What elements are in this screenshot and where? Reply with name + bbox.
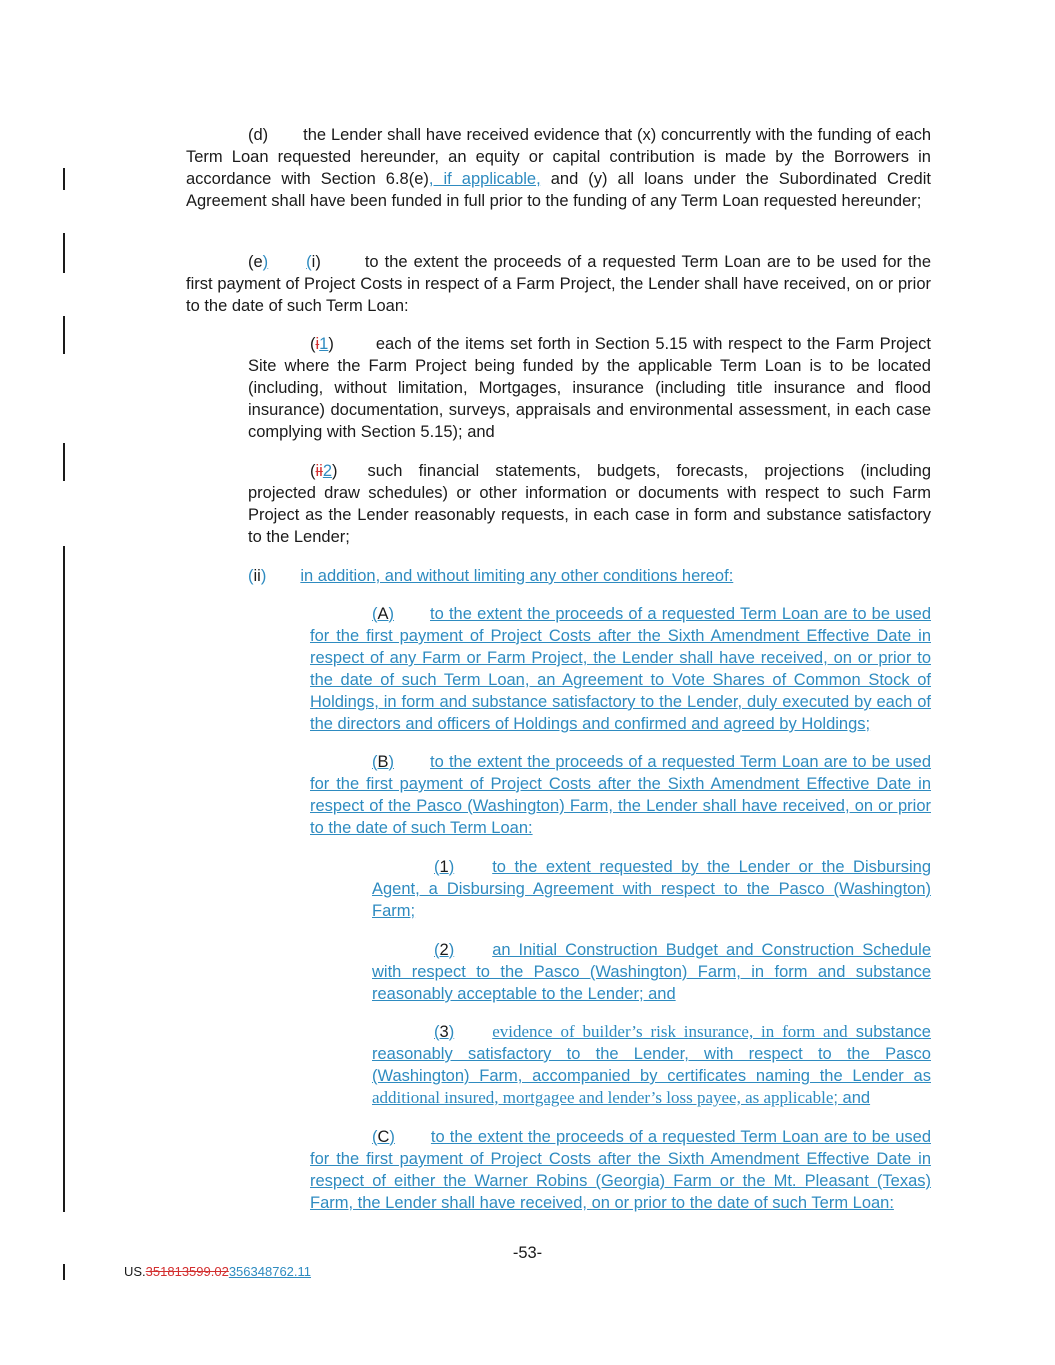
inserted-text: to the extent the proceeds of a requested Term Loan are to be used for the first payment of Project Costs after the Sixth Amendment Effective Date in respect of any Farm or Farm Project, the Lender shall have received, on or prior to the date of such Term Loan, an Agreement to Vote Shares of Common Stock of Holdings, in form and substance satisfactory to the Lender, duly executed by each of the directors and officers of Holdings and confirmed and agreed by Holdings; bbox=[310, 605, 931, 733]
inserted-text: to the extent requested by the Lender or the Disbursing Agent, a Disbursing Agreement with respect to the Pasco (Washington) Farm; bbox=[372, 858, 931, 920]
paragraph-label: i) bbox=[311, 253, 321, 271]
paragraph-label: 3 bbox=[439, 1023, 449, 1041]
inserted-text: ( bbox=[306, 253, 312, 271]
paragraph-A bbox=[310, 603, 931, 735]
paragraph-label: 1 bbox=[439, 858, 449, 876]
paragraph-B bbox=[310, 751, 931, 839]
paragraph-label: ( bbox=[434, 1023, 440, 1041]
paragraph-text: the Lender shall have received evidence that (x) concurrently with the funding of each Term Loan requested hereunder, an equity or capital contribution is made by the Borrowers in accordance with Section 6.8(e) bbox=[186, 126, 931, 188]
paragraph-B1 bbox=[372, 856, 931, 922]
inserted-text: 2 bbox=[322, 462, 333, 480]
inserted-text: substance reasonably satisfactory to the Lender, with respect to the Pasco (Washington) Farm, accompanied by certificates naming the Lender as bbox=[372, 1023, 931, 1085]
paragraph-label: 2 bbox=[439, 941, 449, 959]
change-bar bbox=[63, 1264, 65, 1280]
paragraph-label: ( bbox=[372, 753, 378, 771]
paragraph-text: to the extent the proceeds of a requested Term Loan are to be used for the first payment of Project Costs in respect of a Farm Project, the Lender shall have received, on or prior to the date of such Term Loan: bbox=[186, 253, 931, 315]
inserted-text: to the extent the proceeds of a requested Term Loan are to be used for the first payment of Project Costs after the Sixth Amendment Effective Date in respect of the Pasco (Washington) Farm, the Lender shall have received, on or prior to the date of such Term Loan: bbox=[310, 753, 931, 837]
inserted-text: 1 bbox=[319, 335, 329, 353]
change-bar bbox=[63, 443, 65, 481]
deleted-doc-id: 351813599.02 bbox=[145, 1264, 229, 1279]
paragraph-label: ) bbox=[388, 605, 395, 623]
paragraph-label: ii bbox=[253, 567, 261, 585]
paragraph-B2 bbox=[372, 939, 931, 1005]
inserted-text: additional insured, mortgagee and lender’s loss payee, as applicable bbox=[372, 1088, 834, 1107]
deleted-text: i bbox=[315, 335, 320, 353]
paragraph-label: ) bbox=[328, 335, 334, 353]
inserted-text: ) bbox=[262, 253, 269, 271]
inserted-text: ; and bbox=[833, 1089, 871, 1107]
paragraph-label: C bbox=[377, 1128, 390, 1146]
paragraph-label: A bbox=[377, 605, 389, 623]
inserted-text: to the extent the proceeds of a requested Term Loan are to be used for the first payment of Project Costs after the Sixth Amendment Effective Date in respect of either the Warner Robins (Georgia) Farm or the Mt. Pleasant (Texas) Farm, the Lender shall have received, on or prior to the date of such Term Loan: bbox=[310, 1128, 931, 1212]
paragraph-label: ( bbox=[248, 567, 254, 585]
paragraph-label: ( bbox=[434, 941, 440, 959]
paragraph-text: each of the items set forth in Section 5.15 with respect to the Farm Project Site where the Farm Project being funded by the applicable Term Loan is to be located (including, without limitation, Mortgages, insurance (including title insurance and flood insurance) documentation, surveys, appraisals and environmental assessment, in each case complying with Section 5.15); and bbox=[248, 335, 931, 441]
paragraph-label: ) bbox=[332, 462, 338, 480]
paragraph-label: ) bbox=[448, 941, 455, 959]
inserted-text: in addition, and without limiting any other conditions hereof: bbox=[300, 567, 734, 585]
document-id-footer bbox=[124, 1264, 311, 1279]
paragraph-label: ( bbox=[434, 858, 440, 876]
paragraph-label: ( bbox=[372, 605, 378, 623]
inserted-text: an Initial Construction Budget and Construction Schedule with respect to the Pasco (Washington) Farm, in form and substance reasonably acceptable to the Lender; and bbox=[372, 941, 931, 1003]
inserted-doc-id: 356348762.11 bbox=[228, 1264, 312, 1279]
paragraph-label: ) bbox=[388, 753, 395, 771]
change-bar bbox=[63, 316, 65, 354]
paragraph-ii bbox=[248, 565, 931, 587]
doc-id-prefix: US. bbox=[124, 1264, 146, 1279]
paragraph-label: (e bbox=[248, 253, 263, 271]
paragraph-label: ) bbox=[448, 1023, 455, 1041]
paragraph-text: and (y) all loans under the Subordinated Credit Agreement shall have been funded in full prior to the funding of any Term Loan requested hereunder; bbox=[186, 170, 931, 210]
paragraph-label: ) bbox=[260, 567, 267, 585]
paragraph-label: ( bbox=[310, 462, 316, 480]
inserted-text: evidence of builder’s risk insurance, in form and bbox=[492, 1022, 848, 1041]
paragraph-e1 bbox=[248, 333, 931, 443]
deleted-text: ii bbox=[315, 462, 323, 480]
change-bar bbox=[63, 233, 65, 273]
paragraph-d bbox=[186, 124, 931, 212]
paragraph-text: such financial statements, budgets, forecasts, projections (including projected draw schedules) or other information or documents with respect to such Farm Project as the Lender reasonably requests, in each case in form and substance satisfactory to the Lender; bbox=[248, 462, 931, 546]
paragraph-B3 bbox=[372, 1021, 931, 1109]
change-bar bbox=[63, 546, 65, 1212]
paragraph-label: ) bbox=[389, 1128, 395, 1146]
change-bar bbox=[63, 168, 65, 190]
paragraph-label: ) bbox=[448, 858, 455, 876]
paragraph-label: B bbox=[377, 753, 389, 771]
paragraph-label: (d) bbox=[248, 126, 269, 144]
paragraph-label: ( bbox=[310, 335, 316, 353]
page-number: -53- bbox=[512, 1244, 543, 1262]
inserted-text: , if applicable, bbox=[428, 170, 541, 188]
paragraph-label: ( bbox=[372, 1128, 378, 1146]
paragraph-C bbox=[310, 1126, 931, 1214]
paragraph-e bbox=[186, 251, 931, 317]
paragraph-e2 bbox=[248, 460, 931, 548]
